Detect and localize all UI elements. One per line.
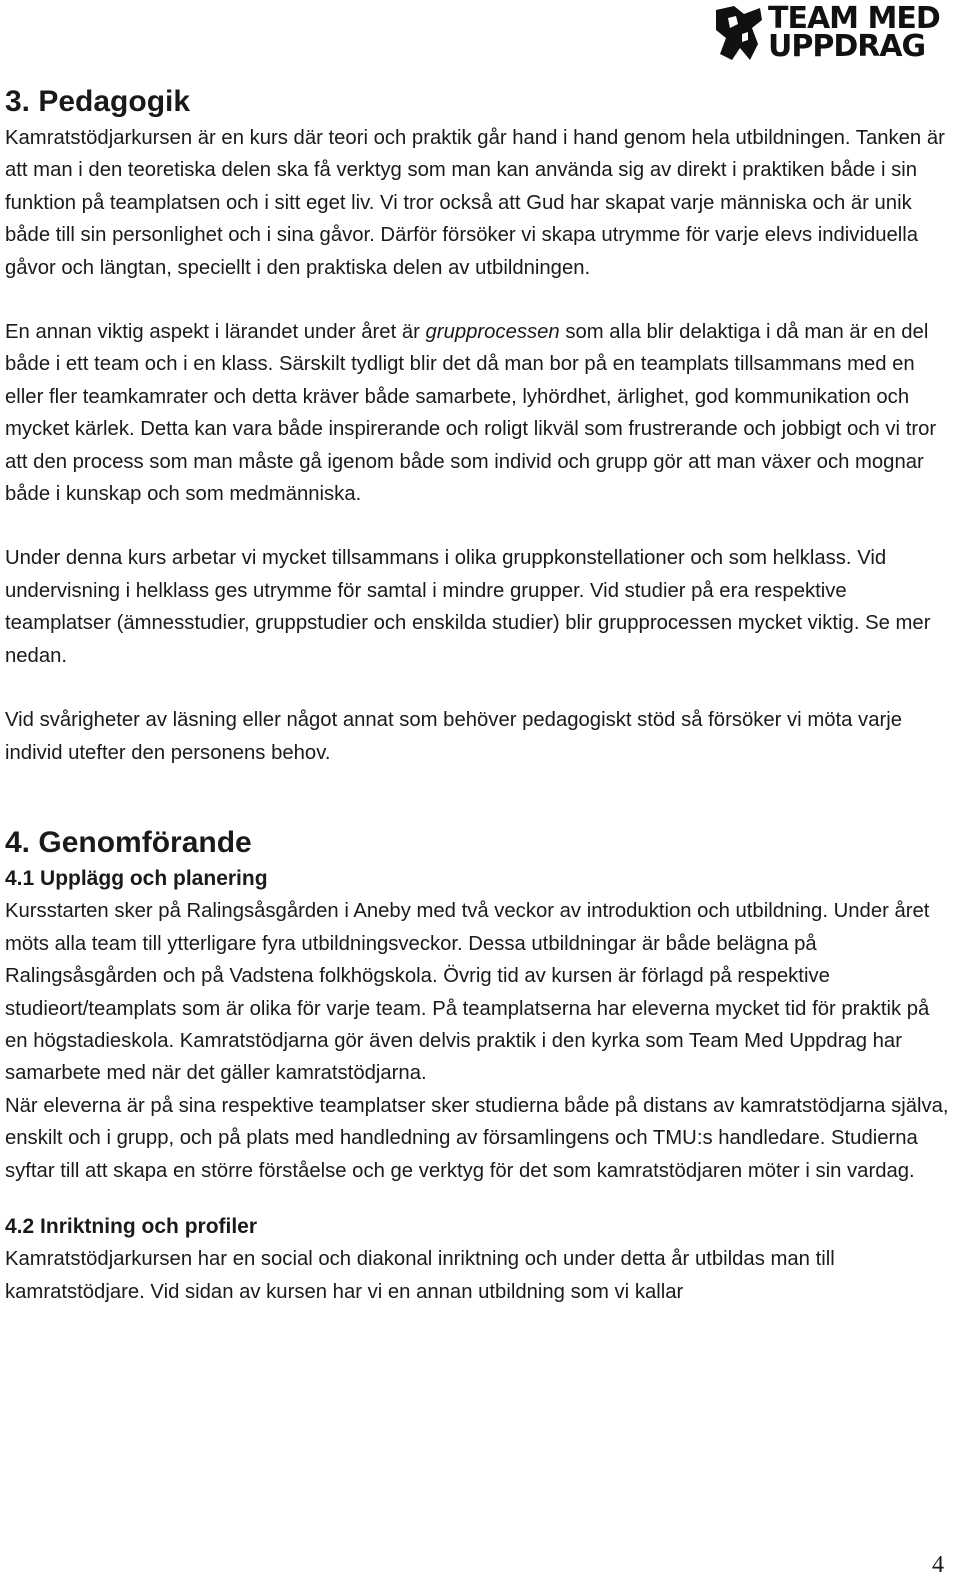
- paragraph-2-end: som alla blir delaktiga i då man är en del både i ett team och i en klass. Särskilt tydligt blir det då man bor på en teamplats tillsammans med en eller fler teamkamrater och detta kräver både samarbete, lyhördhet, ärlighet, god kommunikation och mycket kärlek. Detta kan vara både inspirerande och roligt likväl som frustrerande och jobbigt och vi tror att den process som man måste gå igenom både som individ och grupp gör att man växer och mognar både i kunskap och som medmänniska.: [5, 321, 937, 506]
- section-3-paragraph-1: Kamratstödjarkursen är en kurs där teori och praktik går hand i hand genom hela utbildningen. Tanken är att man i den teoretiska delen ska få verktyg som man kan använda sig av direkt i praktiken både i sin funktion på teamplatsen och i sitt eget liv. Vi tror också att Gud har skapat varje människa och är unik både till sin personlighet och i sina gåvor. Därför försöker vi skapa utrymme för varje elevs individuella gåvor och längtan, speciellt i den praktiska delen av utbildningen.: [5, 127, 945, 279]
- subsection-4-1-paragraph-1: Kursstarten sker på Ralingsåsgården i Aneby med två veckor av introduktion och utbildning. Under året möts alla team till ytterligare fyra utbildningsveckor. Dessa utbildningar är både belägna på Ralingsåsgården och på Vadstena folkhögskola. Övrig tid av kursen är förlagd på respektive studieort/teamplats som är olika för varje team. På teamplatserna har eleverna mycket tid för praktik på en högstadieskola. Kamratstödjarna gör även delvis praktik i den kyrka som Team Med Uppdrag har samarbete med när det gäller kamratstödjarna.: [5, 900, 930, 1085]
- subsection-4-2-heading: 4.2 Inriktning och profiler: [5, 1214, 258, 1238]
- document-body: [5, 82, 955, 1308]
- section-4-heading: 4. Genomförande: [5, 825, 252, 859]
- paragraph-2-start: En annan viktig aspekt i lärandet under året är: [5, 321, 426, 344]
- section-3-paragraph-3: Under denna kurs arbetar vi mycket tillsammans i olika gruppkonstellationer och som helklass. Vid undervisning i helklass ges utrymme för samtal i mindre grupper. Vid studier på era respektive teamplatser (ämnesstudier, gruppstudier och enskilda studier) blir grupprocessen mycket viktig. Se mer nedan.: [5, 547, 931, 667]
- subsection-4-1-heading: 4.1 Upplägg och planering: [5, 866, 268, 890]
- emphasized-term: grupprocessen: [425, 321, 560, 344]
- section-3-heading: 3. Pedagogik: [5, 85, 191, 118]
- logo-wordmark: [768, 1, 940, 64]
- team-med-uppdrag-logo-icon: [714, 4, 764, 62]
- logo-line-2: UPPDRAG: [768, 29, 926, 64]
- logo-line-1: TEAM MED: [768, 1, 940, 36]
- subsection-4-1-paragraph-2: När eleverna är på sina respektive teamplatser sker studierna både på distans av kamratstödjarna själva, enskilt och i grupp, och på plats med handledning av församlingens och TMU:s handledare. Studierna syftar till att skapa en större förståelse och ge verktyg för det som kamratstödjaren möter i sin vardag.: [5, 1094, 949, 1182]
- section-3-paragraph-2: [5, 316, 955, 510]
- section-3-paragraph-4: Vid svårigheter av läsning eller något annat som behöver pedagogiskt stöd så försöker vi möta varje individ utefter den personens behov.: [5, 709, 903, 764]
- page-number: 4: [932, 1552, 944, 1578]
- team-med-uppdrag-logo: [714, 2, 954, 64]
- subsection-4-2-paragraph-1: Kamratstödjarkursen har en social och diakonal inriktning och under detta år utbildas man till kamratstödjare. Vid sidan av kursen har vi en annan utbildning som vi kallar: [5, 1248, 835, 1303]
